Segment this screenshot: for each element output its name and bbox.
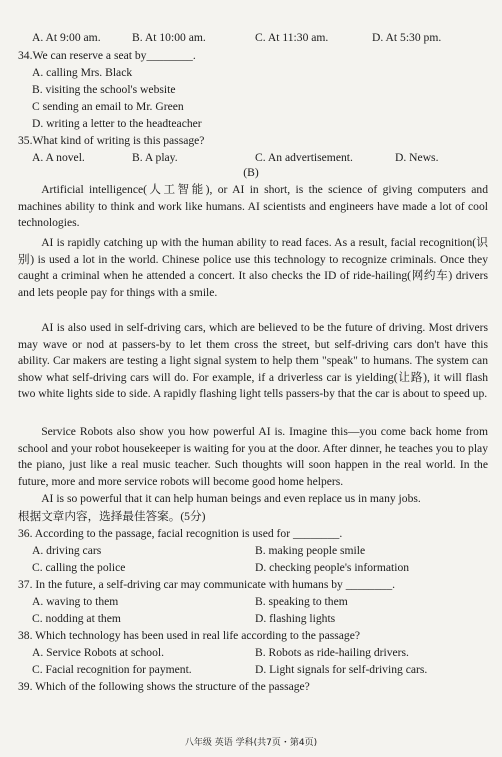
q34-option-b: B. visiting the school's website — [32, 83, 176, 96]
passage-paragraph-5: AI is so powerful that it can help human beings and even replace us in many jobs. — [41, 492, 421, 505]
q34-stem: 34.We can reserve a seat by________. — [18, 49, 196, 62]
q38-option-c: C. Facial recognition for payment. — [32, 663, 192, 676]
q37-stem: 37. In the future, a self-driving car may communicate with humans by ________. — [18, 578, 396, 591]
q37-option-b: B. speaking to them — [255, 595, 348, 608]
q36-stem: 36. According to the passage, facial recognition is used for ________. — [18, 527, 343, 540]
q36-option-b: B. making people smile — [255, 544, 366, 557]
q34-option-d: D. writing a letter to the headteacher — [32, 117, 202, 130]
q36-option-c: C. calling the police — [32, 561, 126, 574]
q37-option-d: D. flashing lights — [255, 612, 336, 625]
q38-option-a: A. Service Robots at school. — [32, 646, 165, 659]
q38-stem: 38. Which technology has been used in real life according to the passage? — [18, 629, 361, 642]
q38-option-d: D. Light signals for self-driving cars. — [255, 663, 428, 676]
section-label: (B) — [243, 166, 259, 179]
instruction: 根据文章内容，选择最佳答案。(5分) — [18, 510, 206, 523]
q33-option-c: C. At 11:30 am. — [255, 31, 329, 44]
q35-stem: 35.What kind of writing is this passage? — [18, 134, 205, 147]
q35-option-a: A. A novel. — [32, 151, 85, 164]
q38-option-b: B. Robots as ride-hailing drivers. — [255, 646, 409, 659]
q39-stem: 39. Which of the following shows the structure of the passage? — [18, 680, 310, 693]
q33-option-d: D. At 5:30 pm. — [372, 31, 442, 44]
q34-option-c: C sending an email to Mr. Green — [32, 100, 184, 113]
q37-option-c: C. nodding at them — [32, 612, 121, 625]
q36-option-d: D. checking people's information — [255, 561, 410, 574]
q36-option-a: A. driving cars — [32, 544, 102, 557]
passage-paragraph-4: Service Robots also show you how powerful AI is. Imagine this—you come back home from school and your robot housekeeper is waiting for you at the door. After dinner, he teaches you to play the piano, just like a real music teacher. Such thoughts will soon happen in the real world. In the future, more and more service robots will become good home helpers. — [18, 425, 488, 488]
q34-option-a: A. calling Mrs. Black — [32, 66, 133, 79]
passage-paragraph-3: AI is also used in self-driving cars, which are believed to be the future of driving. Most drivers may wave or nod at passers-by to let them cross the street, but self-driving cars don't have this ability. Car makers are testing a light signal system to help them "speak" to humans. The system can show what self-driving cars will do. For example, if a driverless car is yielding(让路), it will flash two white lights side to side. A rapidly flashing light tells passers-by that the car is about to speed up. — [18, 321, 488, 401]
q33-option-b: B. At 10:00 am. — [132, 31, 206, 44]
q37-option-a: A. waving to them — [32, 595, 119, 608]
q35-option-d: D. News. — [395, 151, 439, 164]
page-footer: 八年级 英语 学科(共7页・第4页) — [184, 738, 318, 748]
q33-option-a: A. At 9:00 am. — [32, 31, 101, 44]
q35-option-b: B. A play. — [132, 151, 178, 164]
passage-paragraph-1: Artificial intelligence(人工智能), or AI in short, is the science of giving computers and machines ability to think and work like humans. AI scientists and engineers have made a lot of cool technologies. — [18, 183, 488, 230]
passage-paragraph-2: AI is rapidly catching up with the human ability to read faces. As a result, facial recognition(识别) is used a lot in the world. Chinese police use this technology to recognize criminals. Once they caught a criminal when he attended a concert. It also checks the ID of ride-hailing(网约车) drivers and lets people pay for things with a smile. — [18, 236, 488, 299]
q35-option-c: C. An advertisement. — [255, 151, 353, 164]
